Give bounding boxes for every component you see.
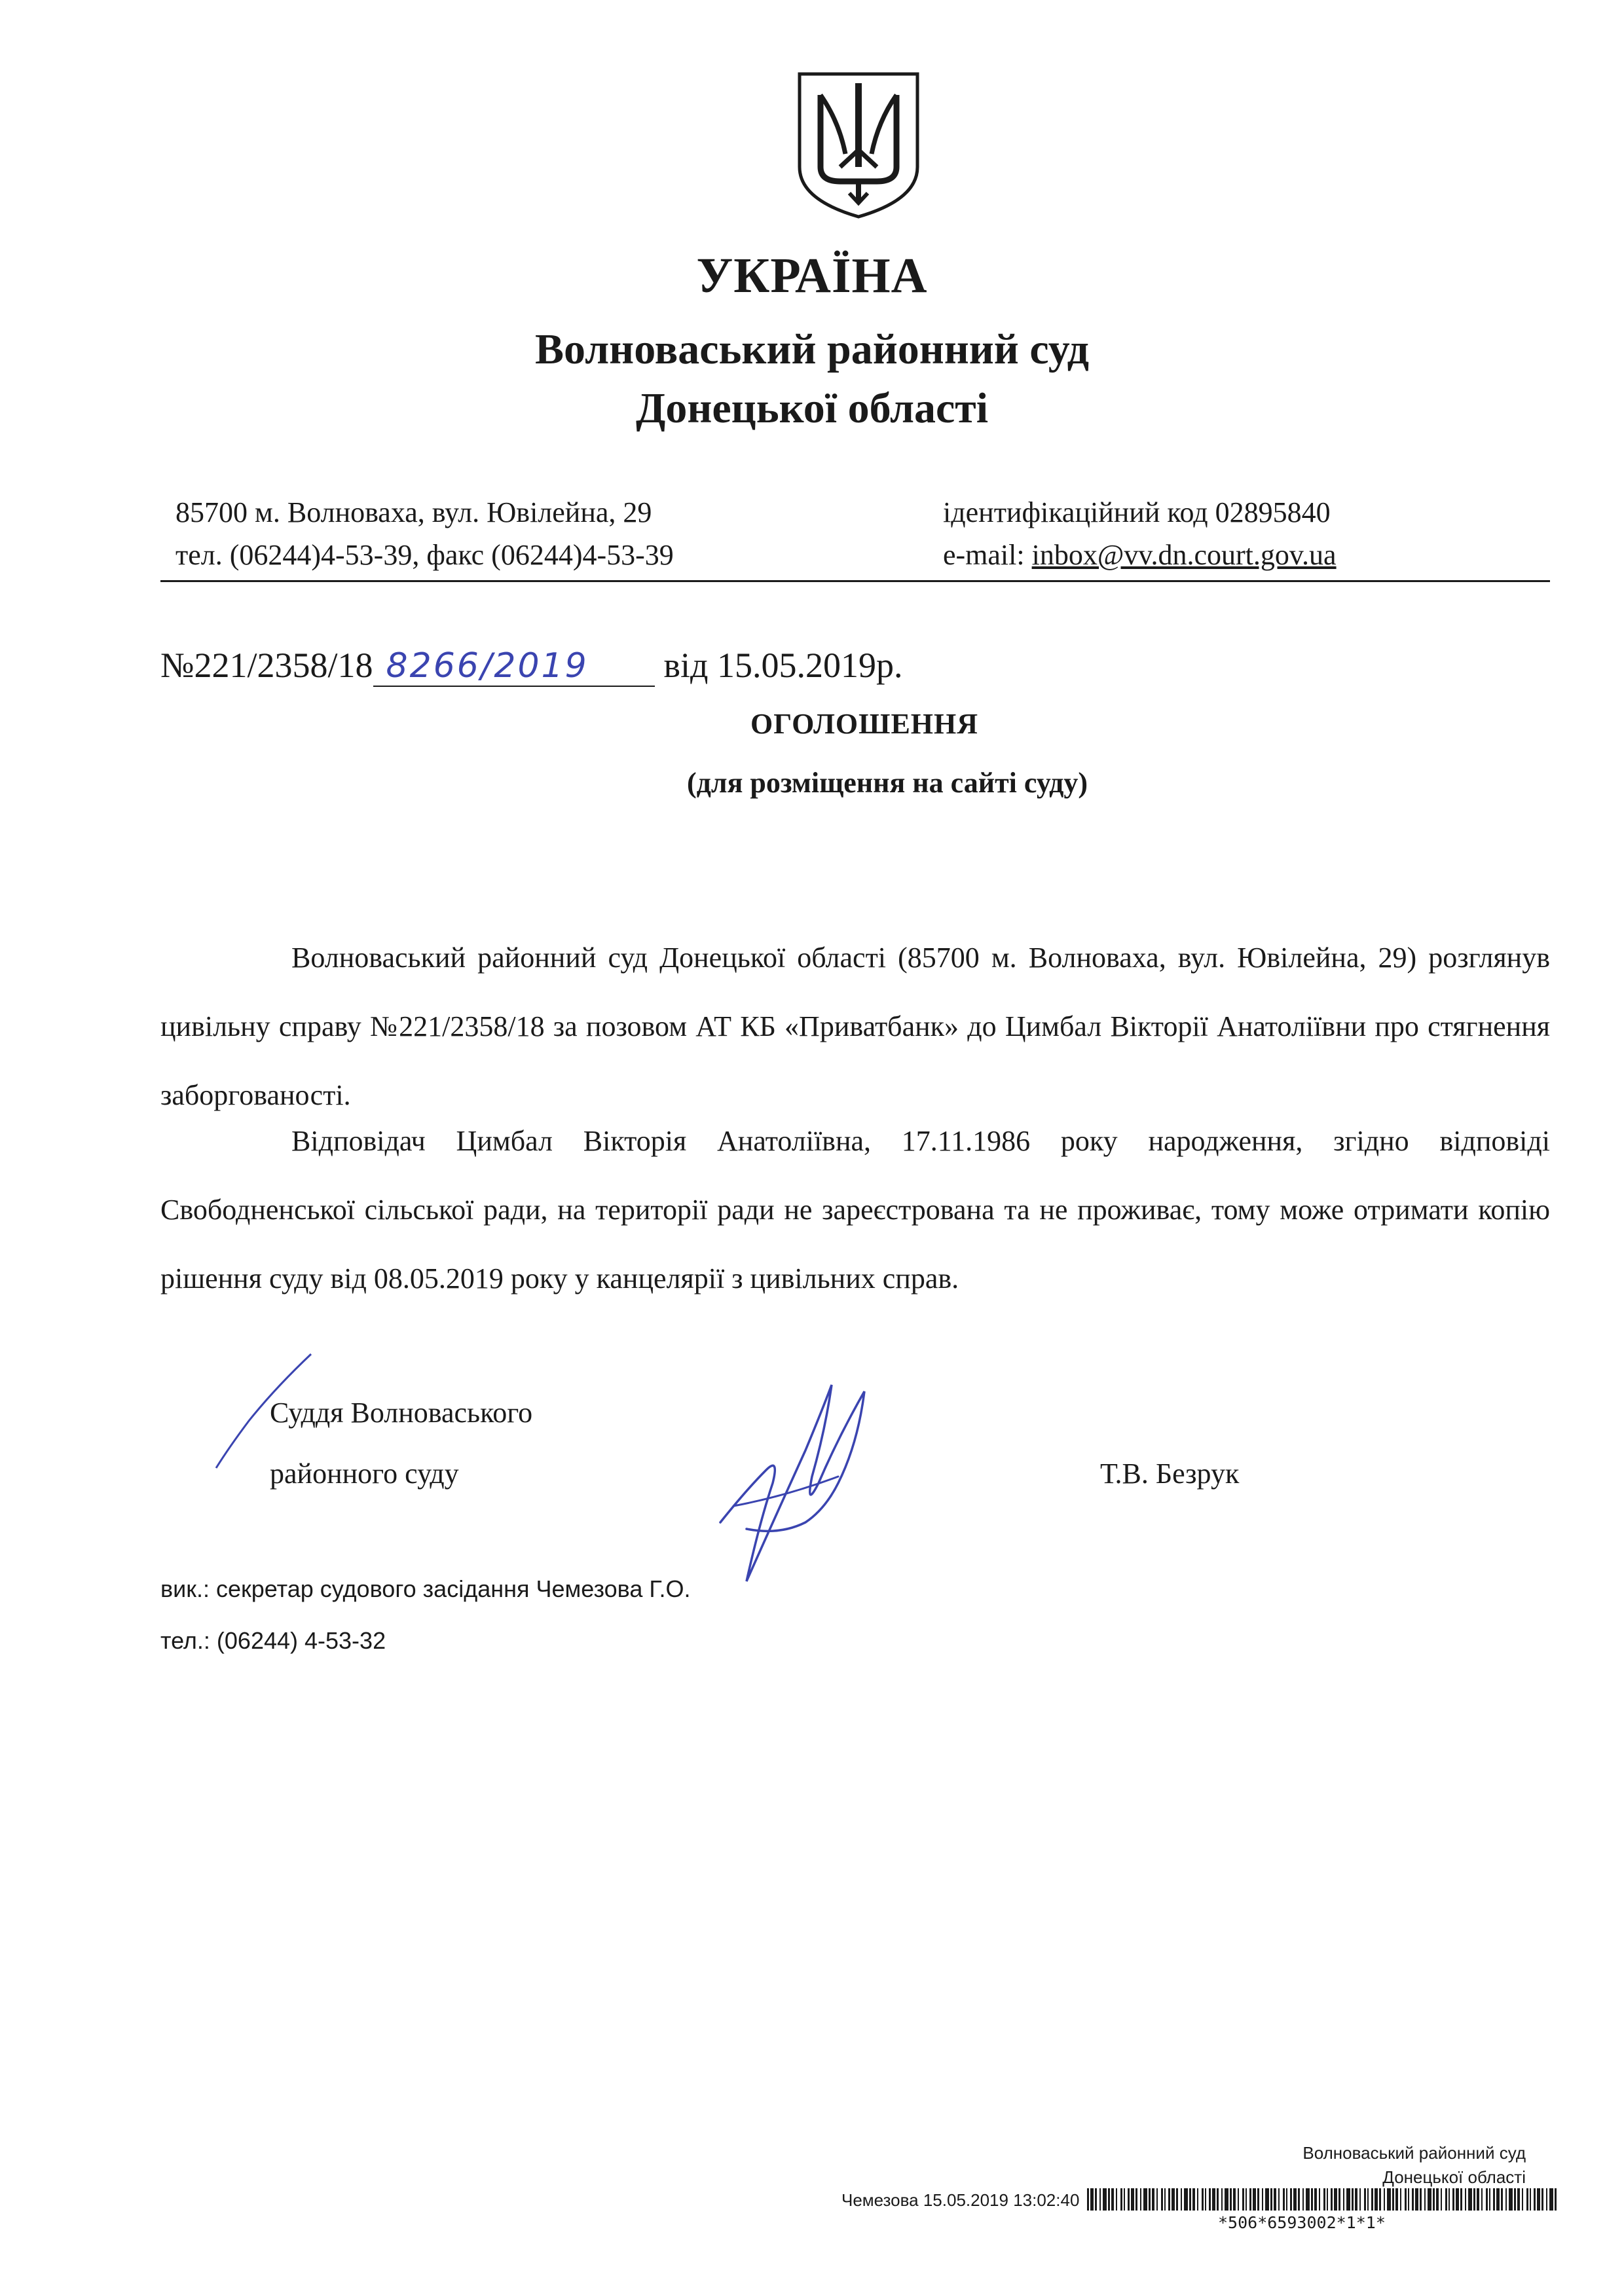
stamp-registration-info: Чемезова 15.05.2019 13:02:40 <box>841 2190 1080 2210</box>
announcement-title: ОГОЛОШЕННЯ <box>750 708 979 740</box>
stamp-court-line2: Донецької області <box>1382 2167 1526 2187</box>
coat-of-arms-icon <box>794 69 923 221</box>
header-divider <box>160 580 1550 582</box>
barcode-text: *506*6593002*1*1* <box>1218 2213 1386 2232</box>
signer-position-line2: районного суду <box>270 1458 459 1490</box>
handwritten-reference-number: 8266/2019 <box>373 646 655 687</box>
court-address: 85700 м. Волноваха, вул. Ювілейна, 29 <box>175 496 652 528</box>
body-paragraph-1: Волноваський районний суд Донецької області (85700 м. Волноваха, вул. Ювілейна, 29) розглянув цивільну справу №221/2358/18 за позовом АТ КБ «Приватбанк» до Цимбал Вікторії Анатоліївни про стягнення заборгованості. <box>160 942 1550 1111</box>
court-name-line2: Донецької області <box>635 384 989 432</box>
court-phone-fax: тел. (06244)4-53-39, факс (06244)4-53-39 <box>175 539 674 571</box>
reference-date: від 15.05.2019р. <box>663 646 903 685</box>
reference-number: №221/2358/18 <box>160 646 373 685</box>
country-title: УКРАЇНА <box>696 248 928 303</box>
court-email-line <box>943 538 1337 572</box>
handwritten-signature <box>707 1372 884 1594</box>
reference-line <box>160 645 903 687</box>
email-link[interactable]: inbox@vv.dn.court.gov.ua <box>1031 539 1337 571</box>
barcode-icon <box>1087 2188 1559 2211</box>
body-paragraph-2: Відповідач Цимбал Вікторія Анатоліївна, 17.11.1986 року народження, згідно відповіді Свободненської сільської ради, на території ради не зареєстрована та не проживає, тому може отримати копію рішення суду від 08.05.2019 року у канцелярії з цивільних справ. <box>160 1125 1550 1294</box>
announcement-subtitle: (для розміщення на сайті суду) <box>686 767 1088 799</box>
court-id-code: ідентифікаційний код 02895840 <box>943 496 1331 528</box>
executor-phone: тел.: (06244) 4-53-32 <box>160 1627 386 1654</box>
signer-name: Т.В. Безрук <box>1100 1458 1240 1490</box>
email-label: e-mail: <box>943 539 1032 571</box>
stamp-court-line1: Волноваський районний суд <box>1302 2143 1526 2163</box>
executor-line: вик.: секретар судового засідання Чемезова Г.О. <box>160 1575 691 1602</box>
court-name-line1: Волноваський районний суд <box>535 325 1089 373</box>
signer-position-line1: Суддя Волноваського <box>270 1397 533 1429</box>
